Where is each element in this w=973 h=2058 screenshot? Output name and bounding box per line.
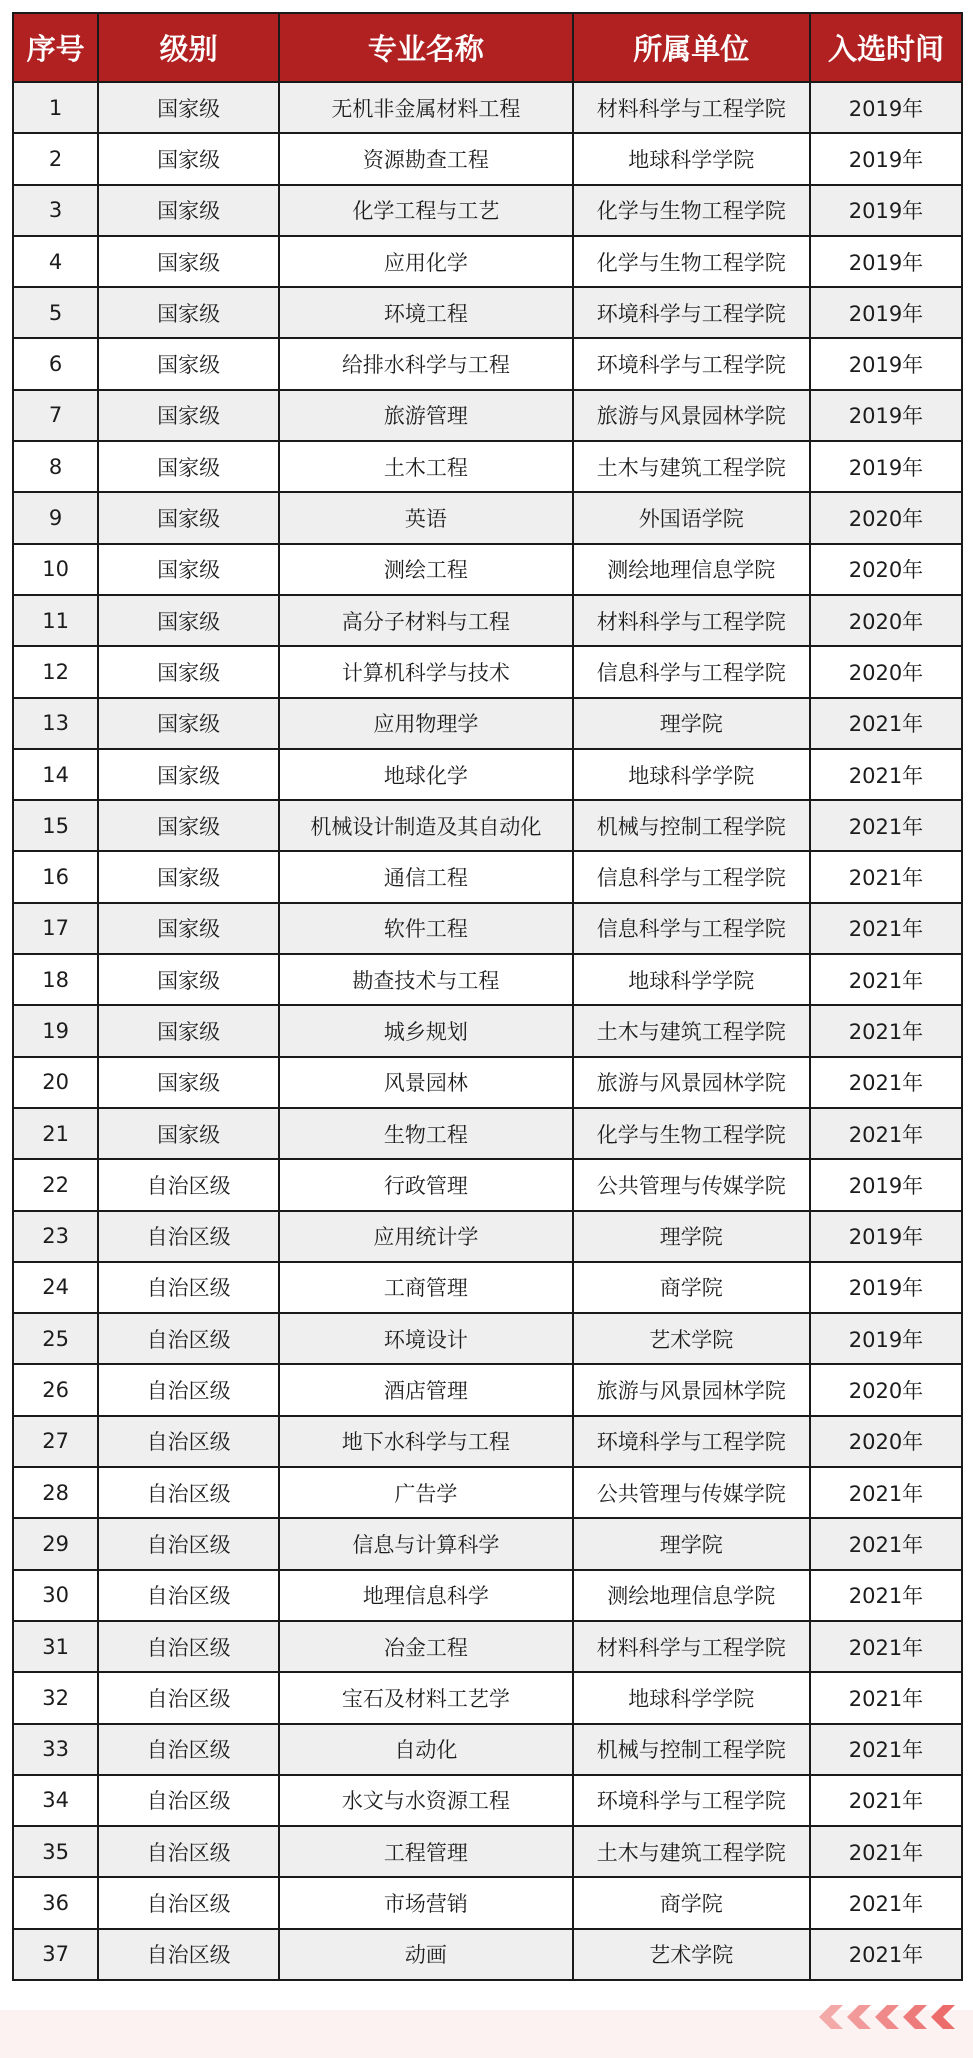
cell-department: 化学与生物工程学院 — [573, 185, 810, 236]
cell-selected-year: 2021年 — [810, 1672, 962, 1723]
cell-department: 测绘地理信息学院 — [573, 544, 810, 595]
cell-selected-year: 2021年 — [810, 851, 962, 902]
cell-department: 材料科学与工程学院 — [573, 595, 810, 646]
cell-level: 自治区级 — [98, 1467, 279, 1518]
cell-department: 信息科学与工程学院 — [573, 851, 810, 902]
cell-index: 5 — [13, 287, 98, 338]
cell-major-name: 广告学 — [279, 1467, 573, 1518]
cell-index: 37 — [13, 1929, 98, 1980]
cell-level: 自治区级 — [98, 1262, 279, 1313]
header-major-name: 专业名称 — [279, 13, 573, 82]
cell-selected-year: 2020年 — [810, 646, 962, 697]
table-row — [13, 185, 962, 236]
table-row — [13, 1005, 962, 1056]
cell-index: 25 — [13, 1313, 98, 1364]
table-row — [13, 800, 962, 851]
cell-level: 自治区级 — [98, 1621, 279, 1672]
cell-selected-year: 2021年 — [810, 1724, 962, 1775]
cell-selected-year: 2019年 — [810, 82, 962, 133]
table-row — [13, 82, 962, 133]
cell-index: 14 — [13, 749, 98, 800]
cell-major-name: 地理信息科学 — [279, 1570, 573, 1621]
cell-level: 国家级 — [98, 82, 279, 133]
header-index: 序号 — [13, 13, 98, 82]
cell-major-name: 生物工程 — [279, 1108, 573, 1159]
cell-major-name: 应用物理学 — [279, 698, 573, 749]
cell-level: 国家级 — [98, 390, 279, 441]
cell-department: 理学院 — [573, 1518, 810, 1569]
table-row — [13, 903, 962, 954]
cell-level: 国家级 — [98, 749, 279, 800]
cell-level: 国家级 — [98, 595, 279, 646]
cell-selected-year: 2020年 — [810, 1364, 962, 1415]
cell-major-name: 化学工程与工艺 — [279, 185, 573, 236]
header-row — [13, 13, 962, 82]
cell-department: 土木与建筑工程学院 — [573, 1005, 810, 1056]
header-selected-year: 入选时间 — [810, 13, 962, 82]
cell-selected-year: 2019年 — [810, 236, 962, 287]
cell-selected-year: 2021年 — [810, 1005, 962, 1056]
cell-department: 环境科学与工程学院 — [573, 338, 810, 389]
cell-major-name: 地下水科学与工程 — [279, 1416, 573, 1467]
cell-department: 地球科学学院 — [573, 954, 810, 1005]
table-row — [13, 390, 962, 441]
cell-level: 国家级 — [98, 954, 279, 1005]
cell-level: 自治区级 — [98, 1211, 279, 1262]
cell-department: 公共管理与传媒学院 — [573, 1159, 810, 1210]
cell-department: 信息科学与工程学院 — [573, 646, 810, 697]
cell-department: 材料科学与工程学院 — [573, 82, 810, 133]
cell-department: 旅游与风景园林学院 — [573, 1057, 810, 1108]
table-row — [13, 133, 962, 184]
table-body — [13, 82, 962, 1980]
cell-level: 国家级 — [98, 287, 279, 338]
cell-major-name: 环境工程 — [279, 287, 573, 338]
cell-level: 自治区级 — [98, 1724, 279, 1775]
cell-major-name: 冶金工程 — [279, 1621, 573, 1672]
table-row — [13, 544, 962, 595]
cell-level: 自治区级 — [98, 1877, 279, 1928]
table-row — [13, 1570, 962, 1621]
cell-major-name: 土木工程 — [279, 441, 573, 492]
table-row — [13, 1364, 962, 1415]
cell-selected-year: 2021年 — [810, 1518, 962, 1569]
cell-department: 旅游与风景园林学院 — [573, 390, 810, 441]
cell-department: 土木与建筑工程学院 — [573, 441, 810, 492]
table-row — [13, 287, 962, 338]
cell-selected-year: 2021年 — [810, 1877, 962, 1928]
cell-major-name: 水文与水资源工程 — [279, 1775, 573, 1826]
cell-major-name: 无机非金属材料工程 — [279, 82, 573, 133]
cell-level: 国家级 — [98, 492, 279, 543]
cell-selected-year: 2019年 — [810, 1262, 962, 1313]
cell-department: 材料科学与工程学院 — [573, 1621, 810, 1672]
cell-index: 7 — [13, 390, 98, 441]
cell-major-name: 应用化学 — [279, 236, 573, 287]
cell-department: 理学院 — [573, 698, 810, 749]
cell-selected-year: 2021年 — [810, 800, 962, 851]
cell-major-name: 城乡规划 — [279, 1005, 573, 1056]
cell-level: 自治区级 — [98, 1929, 279, 1980]
cell-index: 26 — [13, 1364, 98, 1415]
table-row — [13, 441, 962, 492]
cell-major-name: 工商管理 — [279, 1262, 573, 1313]
cell-major-name: 计算机科学与技术 — [279, 646, 573, 697]
table-row — [13, 1159, 962, 1210]
cell-department: 艺术学院 — [573, 1929, 810, 1980]
cell-selected-year: 2021年 — [810, 1057, 962, 1108]
cell-level: 国家级 — [98, 1005, 279, 1056]
cell-index: 24 — [13, 1262, 98, 1313]
cell-selected-year: 2019年 — [810, 1211, 962, 1262]
cell-index: 19 — [13, 1005, 98, 1056]
cell-index: 22 — [13, 1159, 98, 1210]
cell-major-name: 高分子材料与工程 — [279, 595, 573, 646]
cell-index: 35 — [13, 1826, 98, 1877]
table-row — [13, 236, 962, 287]
cell-department: 外国语学院 — [573, 492, 810, 543]
cell-index: 33 — [13, 1724, 98, 1775]
cell-major-name: 测绘工程 — [279, 544, 573, 595]
cell-selected-year: 2021年 — [810, 1775, 962, 1826]
cell-department: 旅游与风景园林学院 — [573, 1364, 810, 1415]
cell-level: 自治区级 — [98, 1570, 279, 1621]
table-row — [13, 851, 962, 902]
table-row — [13, 1621, 962, 1672]
cell-selected-year: 2019年 — [810, 338, 962, 389]
cell-level: 国家级 — [98, 544, 279, 595]
table-row — [13, 1262, 962, 1313]
cell-selected-year: 2019年 — [810, 287, 962, 338]
cell-index: 29 — [13, 1518, 98, 1569]
header-department: 所属单位 — [573, 13, 810, 82]
cell-department: 公共管理与传媒学院 — [573, 1467, 810, 1518]
cell-selected-year: 2020年 — [810, 492, 962, 543]
table-row — [13, 1518, 962, 1569]
cell-level: 自治区级 — [98, 1364, 279, 1415]
cell-selected-year: 2019年 — [810, 441, 962, 492]
cell-selected-year: 2021年 — [810, 1621, 962, 1672]
cell-department: 商学院 — [573, 1877, 810, 1928]
cell-level: 自治区级 — [98, 1775, 279, 1826]
cell-index: 36 — [13, 1877, 98, 1928]
cell-level: 国家级 — [98, 903, 279, 954]
table-row — [13, 1775, 962, 1826]
cell-index: 16 — [13, 851, 98, 902]
cell-level: 国家级 — [98, 646, 279, 697]
cell-level: 国家级 — [98, 441, 279, 492]
chevron-left-arrows-icon — [815, 2002, 955, 2032]
cell-major-name: 通信工程 — [279, 851, 573, 902]
cell-department: 商学院 — [573, 1262, 810, 1313]
cell-index: 31 — [13, 1621, 98, 1672]
table-row — [13, 954, 962, 1005]
cell-index: 12 — [13, 646, 98, 697]
table-row — [13, 1877, 962, 1928]
cell-major-name: 行政管理 — [279, 1159, 573, 1210]
cell-department: 环境科学与工程学院 — [573, 1416, 810, 1467]
cell-index: 11 — [13, 595, 98, 646]
table-row — [13, 646, 962, 697]
cell-level: 国家级 — [98, 1057, 279, 1108]
cell-selected-year: 2020年 — [810, 544, 962, 595]
cell-department: 机械与控制工程学院 — [573, 1724, 810, 1775]
cell-level: 国家级 — [98, 338, 279, 389]
cell-department: 化学与生物工程学院 — [573, 1108, 810, 1159]
table-header — [13, 13, 962, 82]
table-row — [13, 1211, 962, 1262]
cell-selected-year: 2021年 — [810, 1826, 962, 1877]
cell-selected-year: 2020年 — [810, 595, 962, 646]
cell-selected-year: 2020年 — [810, 1416, 962, 1467]
cell-index: 4 — [13, 236, 98, 287]
cell-selected-year: 2021年 — [810, 1467, 962, 1518]
cell-index: 15 — [13, 800, 98, 851]
cell-selected-year: 2019年 — [810, 133, 962, 184]
cell-major-name: 酒店管理 — [279, 1364, 573, 1415]
cell-index: 27 — [13, 1416, 98, 1467]
cell-selected-year: 2021年 — [810, 1929, 962, 1980]
cell-level: 国家级 — [98, 1108, 279, 1159]
cell-index: 13 — [13, 698, 98, 749]
cell-department: 化学与生物工程学院 — [573, 236, 810, 287]
cell-index: 1 — [13, 82, 98, 133]
cell-index: 30 — [13, 1570, 98, 1621]
cell-selected-year: 2021年 — [810, 1108, 962, 1159]
cell-index: 17 — [13, 903, 98, 954]
cell-major-name: 自动化 — [279, 1724, 573, 1775]
cell-selected-year: 2021年 — [810, 749, 962, 800]
table-row — [13, 1057, 962, 1108]
cell-index: 32 — [13, 1672, 98, 1723]
table-row — [13, 1313, 962, 1364]
cell-selected-year: 2021年 — [810, 954, 962, 1005]
table-row — [13, 1672, 962, 1723]
table-row — [13, 1467, 962, 1518]
cell-major-name: 市场营销 — [279, 1877, 573, 1928]
cell-major-name: 信息与计算科学 — [279, 1518, 573, 1569]
cell-major-name: 风景园林 — [279, 1057, 573, 1108]
cell-major-name: 资源勘查工程 — [279, 133, 573, 184]
cell-department: 艺术学院 — [573, 1313, 810, 1364]
cell-selected-year: 2019年 — [810, 1159, 962, 1210]
table-row — [13, 595, 962, 646]
cell-index: 34 — [13, 1775, 98, 1826]
cell-department: 环境科学与工程学院 — [573, 287, 810, 338]
cell-level: 国家级 — [98, 698, 279, 749]
cell-department: 机械与控制工程学院 — [573, 800, 810, 851]
header-level: 级别 — [98, 13, 279, 82]
table-row — [13, 1929, 962, 1980]
cell-major-name: 环境设计 — [279, 1313, 573, 1364]
cell-department: 测绘地理信息学院 — [573, 1570, 810, 1621]
cell-level: 国家级 — [98, 185, 279, 236]
cell-major-name: 工程管理 — [279, 1826, 573, 1877]
cell-level: 自治区级 — [98, 1518, 279, 1569]
cell-major-name: 给排水科学与工程 — [279, 338, 573, 389]
cell-index: 21 — [13, 1108, 98, 1159]
cell-level: 国家级 — [98, 800, 279, 851]
cell-level: 自治区级 — [98, 1159, 279, 1210]
cell-selected-year: 2021年 — [810, 1570, 962, 1621]
cell-level: 自治区级 — [98, 1672, 279, 1723]
cell-department: 环境科学与工程学院 — [573, 1775, 810, 1826]
table-row — [13, 338, 962, 389]
cell-department: 土木与建筑工程学院 — [573, 1826, 810, 1877]
table-row — [13, 1108, 962, 1159]
cell-index: 28 — [13, 1467, 98, 1518]
cell-level: 国家级 — [98, 851, 279, 902]
table-row — [13, 749, 962, 800]
cell-major-name: 旅游管理 — [279, 390, 573, 441]
table-row — [13, 1416, 962, 1467]
cell-major-name: 勘查技术与工程 — [279, 954, 573, 1005]
cell-level: 国家级 — [98, 236, 279, 287]
cell-major-name: 软件工程 — [279, 903, 573, 954]
cell-index: 8 — [13, 441, 98, 492]
cell-index: 10 — [13, 544, 98, 595]
cell-index: 9 — [13, 492, 98, 543]
cell-major-name: 应用统计学 — [279, 1211, 573, 1262]
cell-index: 20 — [13, 1057, 98, 1108]
cell-index: 23 — [13, 1211, 98, 1262]
cell-major-name: 机械设计制造及其自动化 — [279, 800, 573, 851]
cell-level: 自治区级 — [98, 1826, 279, 1877]
cell-major-name: 动画 — [279, 1929, 573, 1980]
cell-department: 信息科学与工程学院 — [573, 903, 810, 954]
cell-major-name: 地球化学 — [279, 749, 573, 800]
cell-selected-year: 2019年 — [810, 1313, 962, 1364]
cell-department: 地球科学学院 — [573, 1672, 810, 1723]
cell-level: 国家级 — [98, 133, 279, 184]
table-row — [13, 1724, 962, 1775]
cell-department: 理学院 — [573, 1211, 810, 1262]
cell-selected-year: 2019年 — [810, 185, 962, 236]
table-row — [13, 492, 962, 543]
table-row — [13, 1826, 962, 1877]
cell-level: 自治区级 — [98, 1313, 279, 1364]
cell-index: 2 — [13, 133, 98, 184]
majors-table — [12, 12, 963, 1981]
cell-level: 自治区级 — [98, 1416, 279, 1467]
cell-major-name: 宝石及材料工艺学 — [279, 1672, 573, 1723]
table-row — [13, 698, 962, 749]
cell-department: 地球科学学院 — [573, 133, 810, 184]
cell-index: 18 — [13, 954, 98, 1005]
cell-selected-year: 2021年 — [810, 698, 962, 749]
cell-selected-year: 2021年 — [810, 903, 962, 954]
cell-index: 6 — [13, 338, 98, 389]
cell-index: 3 — [13, 185, 98, 236]
cell-selected-year: 2019年 — [810, 390, 962, 441]
cell-major-name: 英语 — [279, 492, 573, 543]
cell-department: 地球科学学院 — [573, 749, 810, 800]
